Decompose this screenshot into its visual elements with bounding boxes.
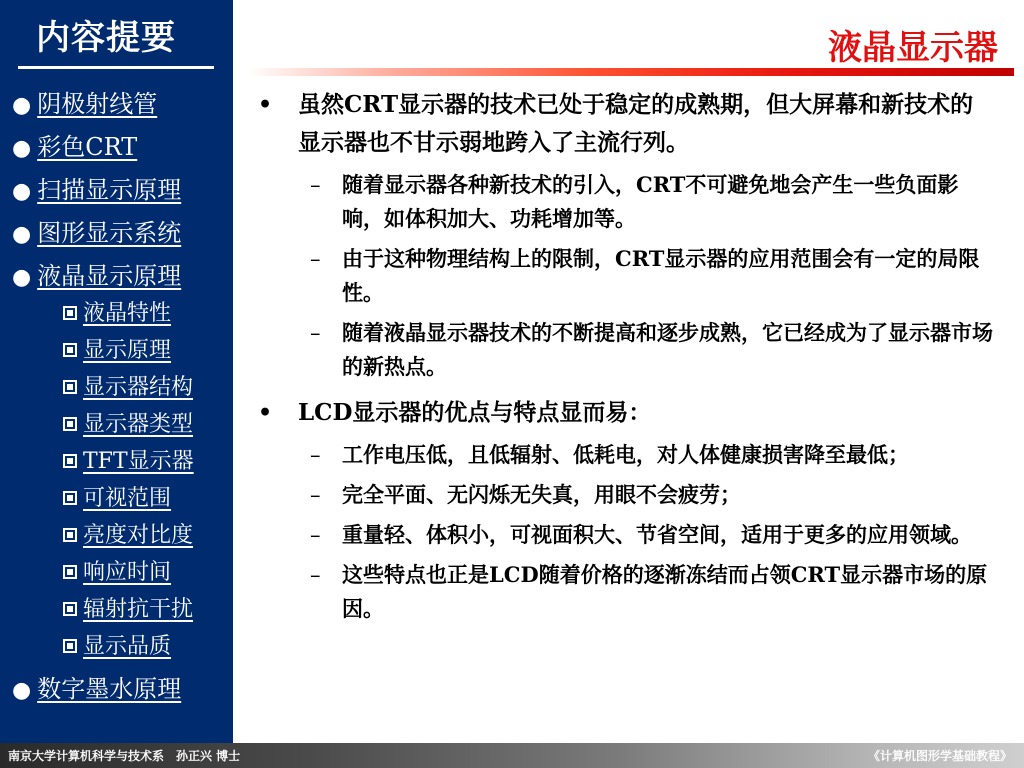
bullet-icon: ● (12, 93, 32, 118)
nav-subitem-label: 液晶特性 (83, 301, 172, 326)
sub-bullet-text: 重量轻、体积小，可视面积大、节省空间，适用于更多的应用领域。 (342, 522, 972, 547)
bullet-icon: ● (12, 265, 32, 290)
nav-item-label: 液晶显示原理 (37, 262, 182, 290)
nav-item-label: 彩色CRT (37, 133, 138, 161)
nav-item-digital-ink[interactable] (12, 669, 181, 704)
square-bullet-icon (63, 417, 77, 431)
nav-subitem-label: 辐射抗干扰 (83, 597, 194, 622)
footer-course-title: 《计算机图形学基础教程》 (867, 749, 1012, 763)
dash-marker: – (310, 443, 321, 467)
bullet-icon: ● (12, 678, 32, 703)
sub-bullet-point (256, 558, 996, 626)
nav-item-label: 阴极射线管 (37, 90, 158, 118)
bullet-icon: ● (12, 179, 32, 204)
nav-item-scan-display[interactable] (12, 170, 181, 205)
dash-marker: – (310, 247, 321, 271)
sub-bullet-text: 随着显示器各种新技术的引入，CRT不可避免地会产生一些负面影响，如体积加大、功耗增加等。 (342, 172, 959, 231)
bullet-text: 虽然CRT显示器的技术已处于稳定的成熟期，但大屏幕和新技术的显示器也不甘示弱地跨入了主流行列。 (298, 91, 974, 156)
square-bullet-icon (63, 491, 77, 505)
nav-item-lcd-principle[interactable] (12, 256, 181, 291)
sub-bullet-point (256, 168, 996, 236)
nav-subitem-label: TFT显示器 (83, 449, 194, 474)
sidebar-divider (18, 66, 214, 69)
page-title: 液晶显示器 (828, 28, 998, 68)
sub-bullet-point (256, 518, 996, 552)
bullet-point (256, 86, 996, 162)
sub-bullet-text: 完全平面、无闪烁无失真，用眼不会疲劳； (342, 482, 741, 507)
nav-subitem-radiation-interference[interactable] (63, 592, 193, 623)
nav-subitem-display-quality[interactable] (63, 629, 171, 660)
bullet-text: LCD显示器的优点与特点显而易： (298, 399, 652, 426)
nav-item-label: 图形显示系统 (37, 219, 182, 247)
sidebar (0, 0, 233, 743)
bullet-icon: ● (12, 136, 32, 161)
bullet-icon: ● (12, 222, 32, 247)
square-bullet-icon (63, 565, 77, 579)
dash-marker: – (310, 173, 321, 197)
dash-marker: – (310, 563, 321, 587)
sub-bullet-text: 由于这种物理结构上的限制，CRT显示器的应用范围会有一定的局限性。 (342, 246, 980, 305)
sidebar-title: 内容提要 (36, 18, 176, 58)
nav-subitem-label: 显示器类型 (83, 412, 194, 437)
nav-item-label: 数字墨水原理 (37, 675, 182, 703)
nav-subitem-display-structure[interactable] (63, 370, 193, 401)
dash-marker: – (310, 483, 321, 507)
nav-subitem-viewing-range[interactable] (63, 481, 171, 512)
bullet-marker: • (258, 92, 273, 118)
nav-subitem-brightness-contrast[interactable] (63, 518, 193, 549)
nav-item-graphics-display-system[interactable] (12, 213, 181, 248)
square-bullet-icon (63, 602, 77, 616)
square-bullet-icon (63, 639, 77, 653)
nav-subitem-label: 响应时间 (83, 560, 172, 585)
square-bullet-icon (63, 380, 77, 394)
dash-marker: – (310, 523, 321, 547)
bullet-point (256, 394, 996, 432)
sub-bullet-text: 这些特点也正是LCD随着价格的逐渐冻结而占领CRT显示器市场的原因。 (342, 562, 988, 621)
title-underline (248, 68, 1014, 76)
footer-bar (0, 743, 1024, 768)
nav-subitem-label: 显示品质 (83, 634, 172, 659)
slide-content (256, 86, 996, 632)
sub-bullet-point (256, 242, 996, 310)
nav-subitem-label: 可视范围 (83, 486, 172, 511)
nav-subitem-lc-properties[interactable] (63, 296, 171, 327)
square-bullet-icon (63, 343, 77, 357)
nav-subitem-label: 显示器结构 (83, 375, 194, 400)
footer-author: 南京大学计算机科学与技术系 孙正兴 博士 (8, 749, 241, 763)
dash-marker: – (310, 321, 321, 345)
nav-subitem-display-types[interactable] (63, 407, 193, 438)
sub-bullet-text: 工作电压低，且低辐射、低耗电，对人体健康损害降至最低； (342, 442, 909, 467)
square-bullet-icon (63, 528, 77, 542)
square-bullet-icon (63, 454, 77, 468)
sub-bullet-point (256, 478, 996, 512)
nav-item-color-crt[interactable] (12, 127, 137, 162)
nav-subitem-display-principle[interactable] (63, 333, 171, 364)
nav-subitem-response-time[interactable] (63, 555, 171, 586)
nav-subitem-label: 亮度对比度 (83, 523, 194, 548)
sub-bullet-text: 随着液晶显示器技术的不断提高和逐步成熟，它已经成为了显示器市场的新热点。 (342, 320, 993, 379)
square-bullet-icon (63, 306, 77, 320)
nav-item-label: 扫描显示原理 (37, 176, 182, 204)
sub-bullet-point (256, 316, 996, 384)
sub-bullet-point (256, 438, 996, 472)
nav-item-cathode-ray-tube[interactable] (12, 84, 157, 119)
nav-subitem-tft-display[interactable] (63, 444, 194, 475)
nav-subitem-label: 显示原理 (83, 338, 172, 363)
bullet-marker: • (258, 400, 273, 426)
